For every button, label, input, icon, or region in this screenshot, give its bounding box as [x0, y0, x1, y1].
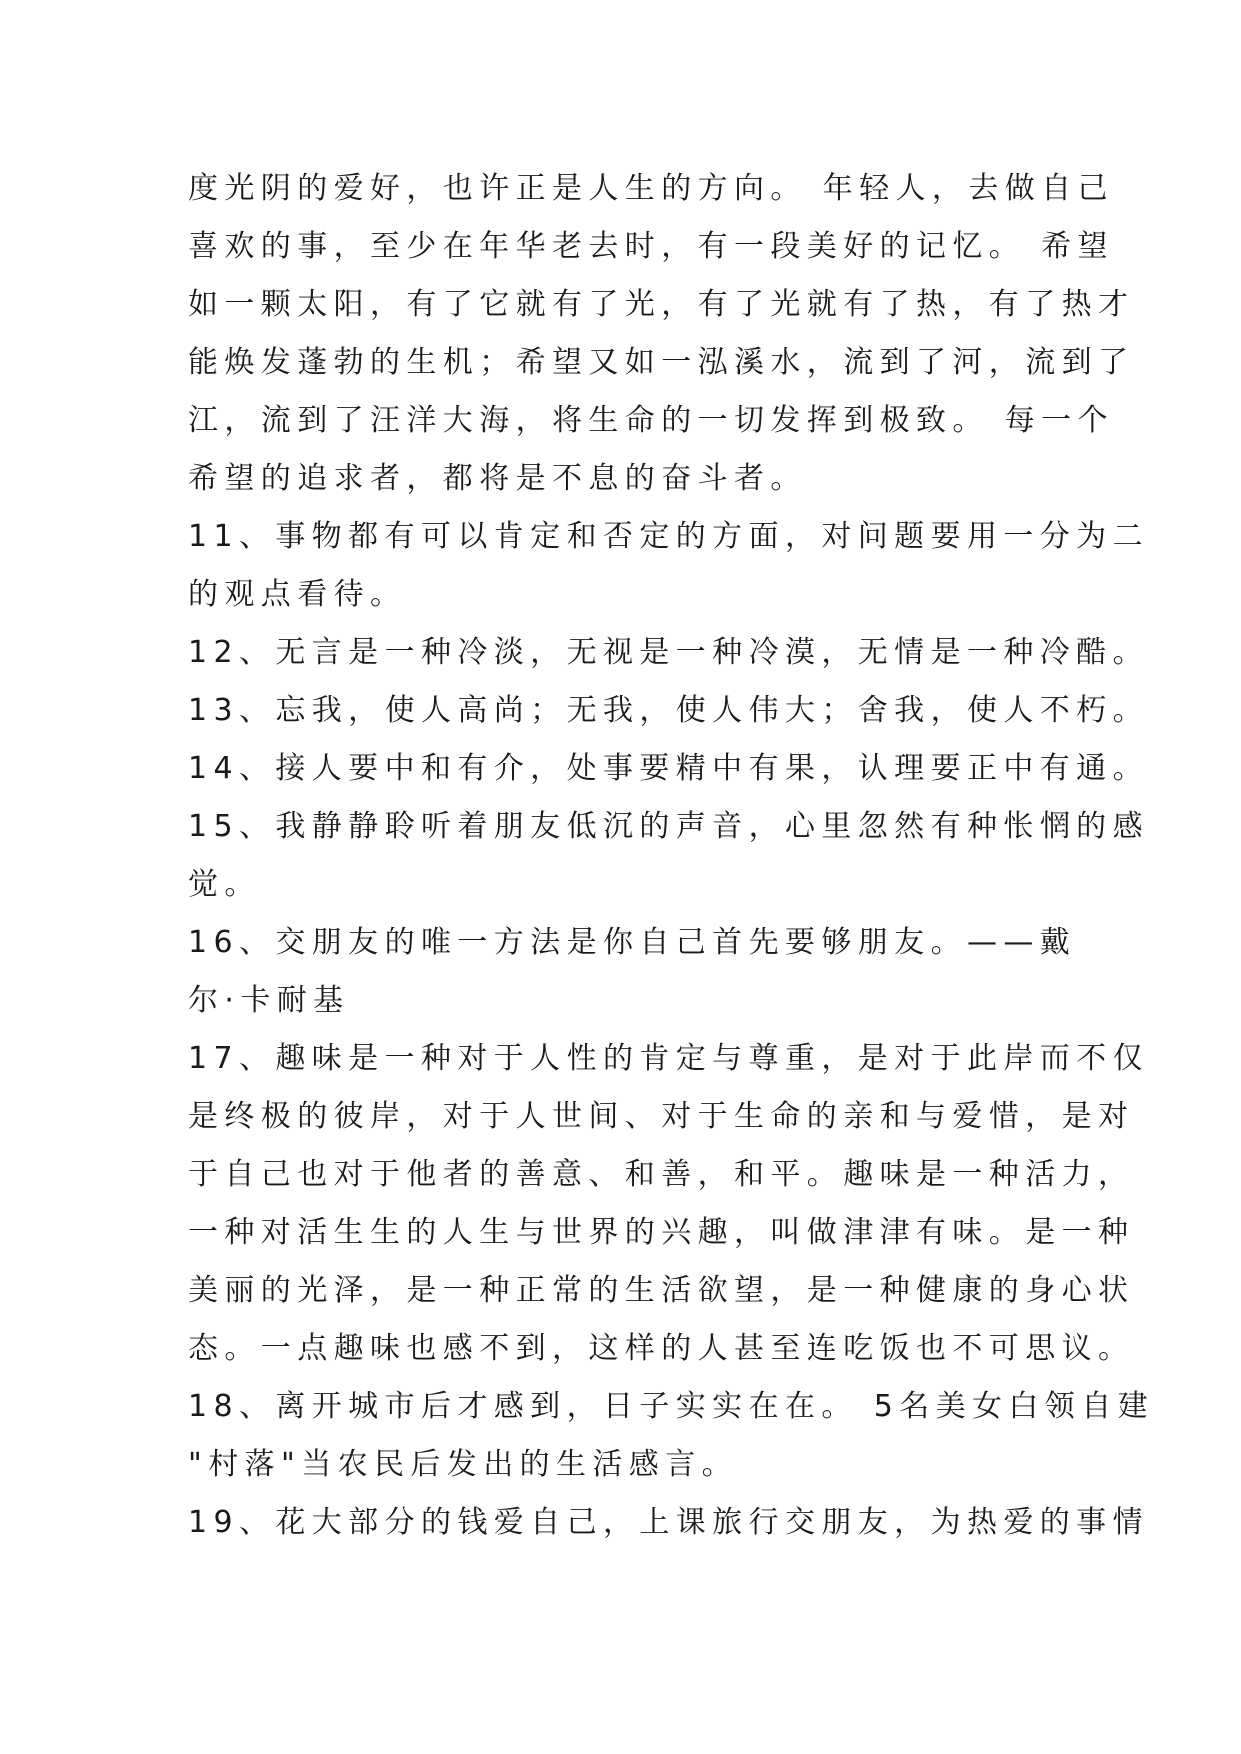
text-line: 希望的追求者，都将是不息的奋斗者。 — [188, 461, 807, 496]
paragraph-19 — [188, 1494, 1149, 1552]
paragraph-16 — [188, 914, 1077, 1030]
text-line: 如一颗太阳，有了它就有了光，有了光就有了热，有了热才 — [188, 287, 1135, 322]
text-line: 18、离开城市后才感到，日子实实在在。 5名美女白领自建 — [188, 1389, 1154, 1424]
document-page — [188, 160, 1154, 1552]
paragraph-17 — [188, 1030, 1149, 1378]
text-line: 的观点看待。 — [188, 577, 407, 612]
text-line: 能焕发蓬勃的生机；希望又如一泓溪水，流到了河，流到了 — [188, 345, 1135, 380]
text-line: 19、花大部分的钱爱自己，上课旅行交朋友，为热爱的事情 — [188, 1505, 1149, 1540]
paragraph-continuation — [188, 160, 1135, 508]
text-line: 14、接人要中和有介，处事要精中有果，认理要正中有通。 — [188, 751, 1149, 786]
paragraph-14 — [188, 740, 1149, 798]
text-line: 态。一点趣味也感不到，这样的人甚至连吃饭也不可思议。 — [188, 1331, 1135, 1366]
text-line: 于自己也对于他者的善意、和善，和平。趣味是一种活力， — [188, 1157, 1135, 1192]
text-line: 江，流到了汪洋大海，将生命的一切发挥到极致。 每一个 — [188, 403, 1114, 438]
text-line: 16、交朋友的唯一方法是你自己首先要够朋友。——戴 — [188, 925, 1077, 960]
text-line: 觉。 — [188, 867, 261, 902]
text-line: "村落"当农民后发出的生活感言。 — [188, 1447, 738, 1482]
paragraph-13 — [188, 682, 1149, 740]
text-line: 尔·卡耐基 — [188, 983, 350, 1018]
paragraph-15 — [188, 798, 1149, 914]
paragraph-11 — [188, 508, 1149, 624]
text-line: 11、事物都有可以肯定和否定的方面，对问题要用一分为二 — [188, 519, 1149, 554]
text-line: 度光阴的爱好，也许正是人生的方向。 年轻人，去做自己 — [188, 171, 1114, 206]
text-line: 喜欢的事，至少在年华老去时，有一段美好的记忆。 希望 — [188, 229, 1114, 264]
text-line: 15、我静静聆听着朋友低沉的声音，心里忽然有种怅惘的感 — [188, 809, 1149, 844]
text-line: 12、无言是一种冷淡，无视是一种冷漠，无情是一种冷酷。 — [188, 635, 1149, 670]
text-line: 美丽的光泽，是一种正常的生活欲望，是一种健康的身心状 — [188, 1273, 1135, 1308]
text-line: 一种对活生生的人生与世界的兴趣，叫做津津有味。是一种 — [188, 1215, 1135, 1250]
text-line: 17、趣味是一种对于人性的肯定与尊重，是对于此岸而不仅 — [188, 1041, 1149, 1076]
paragraph-18 — [188, 1378, 1154, 1494]
text-line: 13、忘我，使人高尚；无我，使人伟大；舍我，使人不朽。 — [188, 693, 1149, 728]
paragraph-12 — [188, 624, 1149, 682]
text-line: 是终极的彼岸，对于人世间、对于生命的亲和与爱惜，是对 — [188, 1099, 1135, 1134]
